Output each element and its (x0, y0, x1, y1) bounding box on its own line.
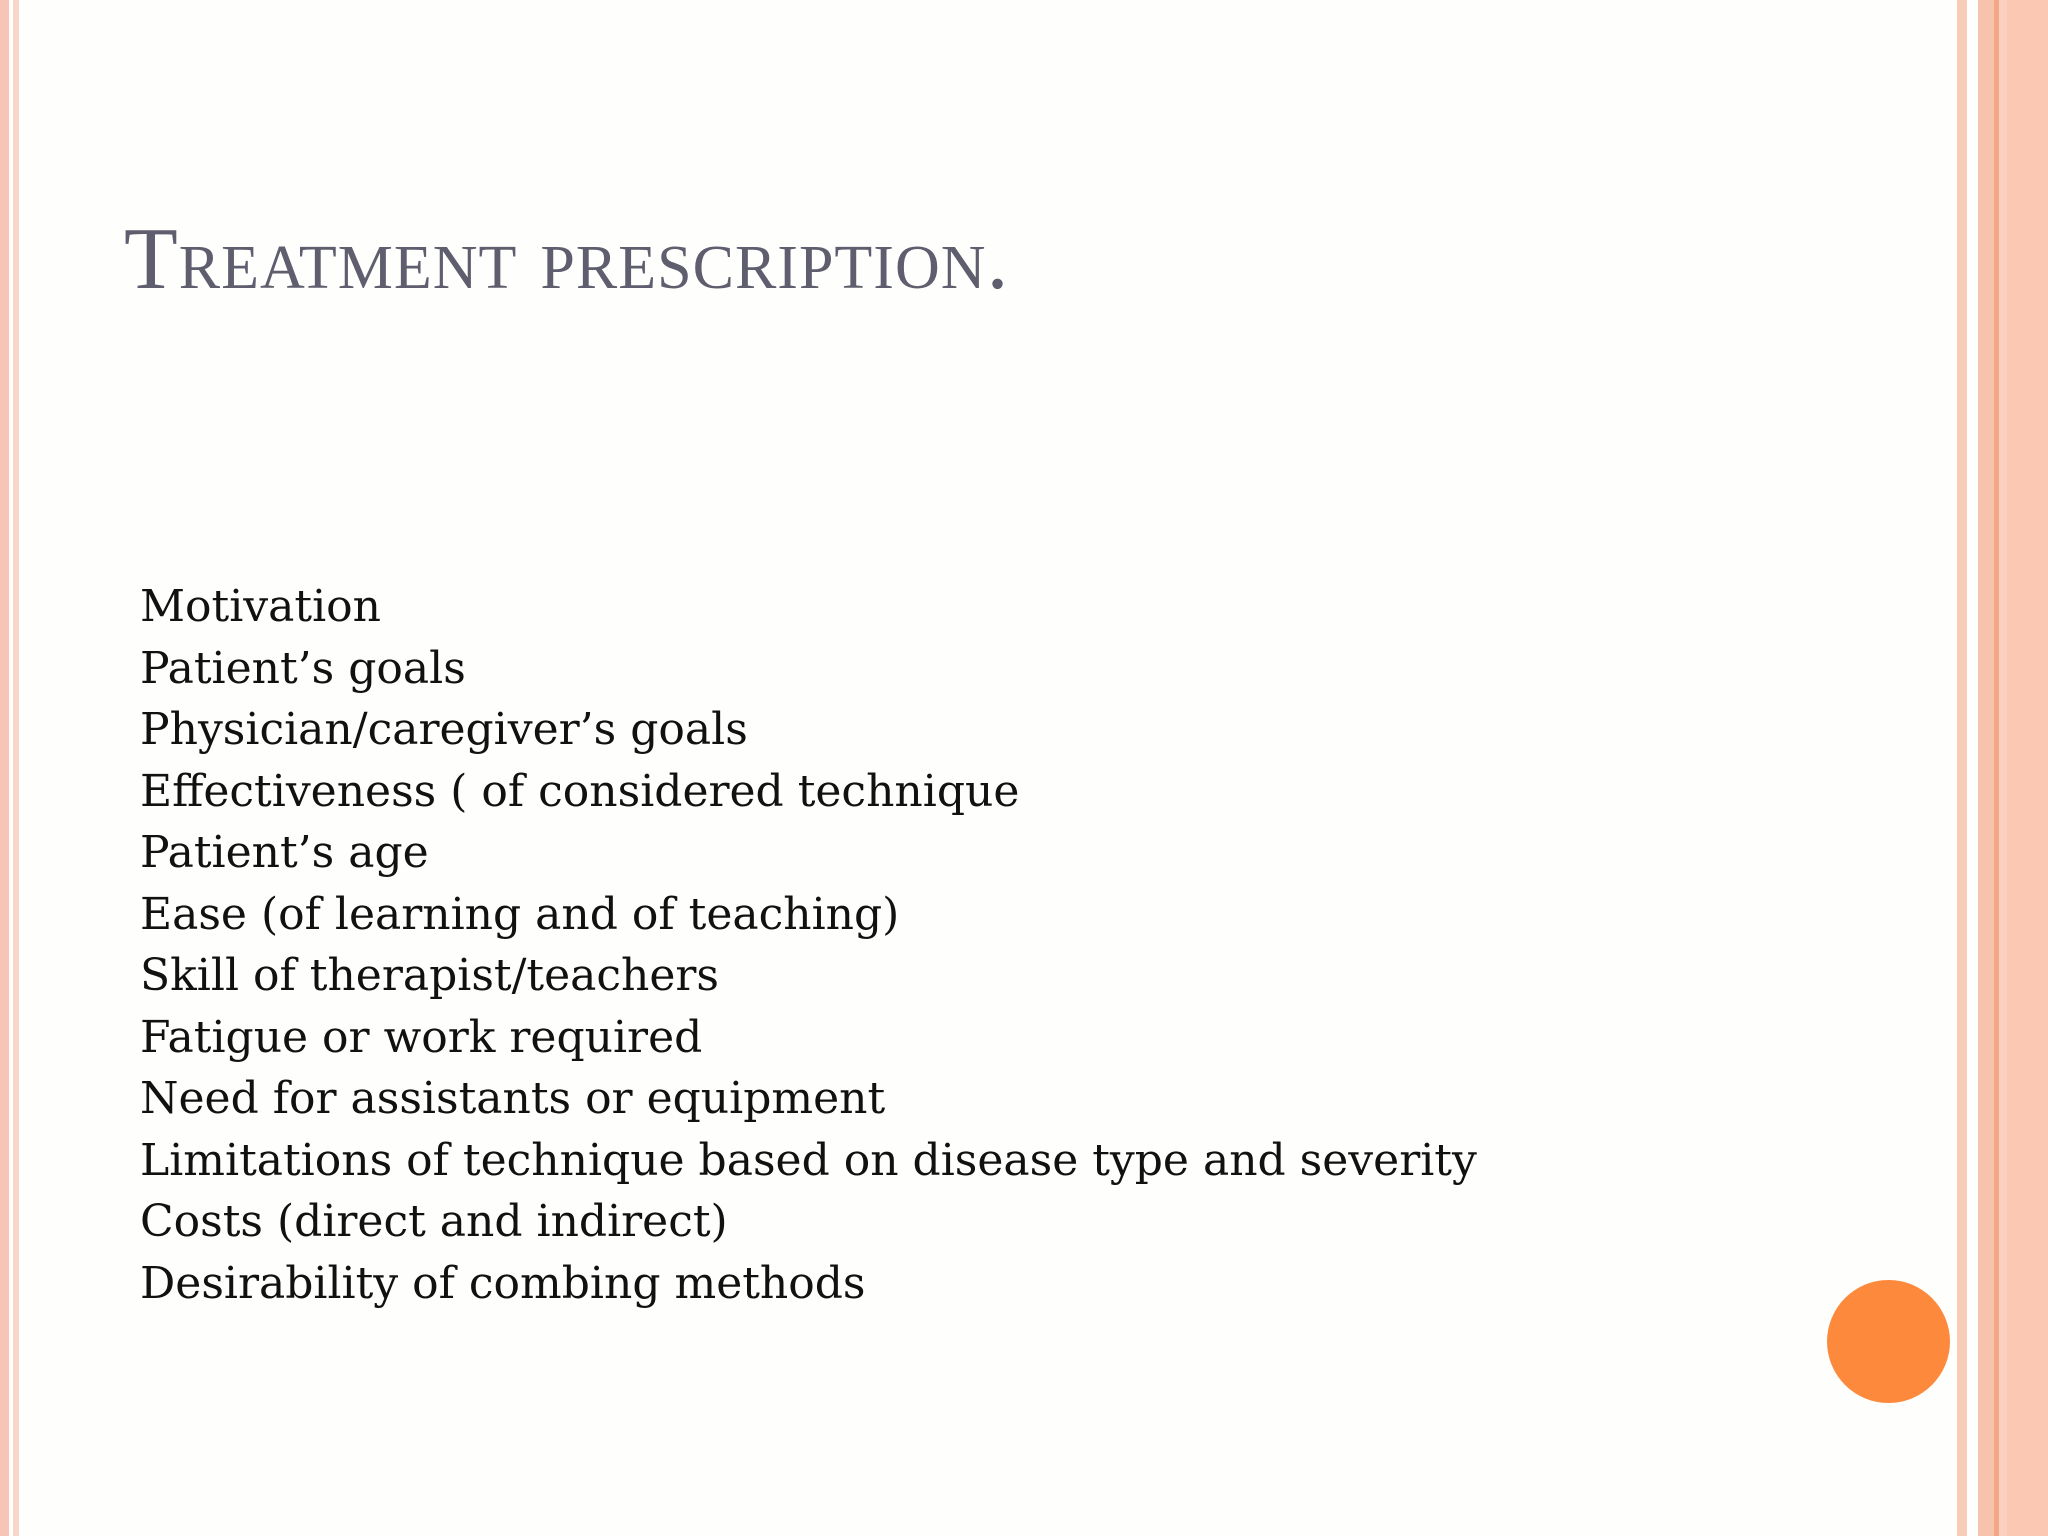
list-item: Patient’s goals (140, 642, 466, 694)
list-item: Effectiveness ( of considered technique (140, 765, 1020, 817)
bullet-list (140, 576, 1477, 1314)
slide-title: Treatment prescription. (124, 211, 1010, 308)
list-item: Skill of therapist/teachers (140, 950, 720, 1001)
right-border-stripe-wide (2007, 0, 2048, 1536)
list-item: Limitations of technique based on disease type and severity (140, 1134, 1477, 1186)
list-item: Fatigue or work required (140, 1011, 703, 1063)
right-border-stripe-thin (1957, 0, 1967, 1536)
list-item: Patient’s age (140, 827, 429, 878)
orange-circle-decoration (1827, 1280, 1950, 1403)
right-border-stripe (1978, 0, 1994, 1536)
list-item: Motivation (140, 581, 381, 632)
list-item: Physician/caregiver’s goals (140, 704, 748, 755)
list-item: Desirability of combing methods (140, 1257, 866, 1309)
left-border-stripe-inner (13, 0, 19, 1536)
left-border-stripe (0, 0, 9, 1536)
list-item: Costs (direct and indirect) (140, 1196, 728, 1247)
right-border-stripe-light (1999, 0, 2007, 1536)
list-item: Ease (of learning and of teaching) (140, 888, 900, 940)
list-item: Need for assistants or equipment (140, 1073, 886, 1124)
